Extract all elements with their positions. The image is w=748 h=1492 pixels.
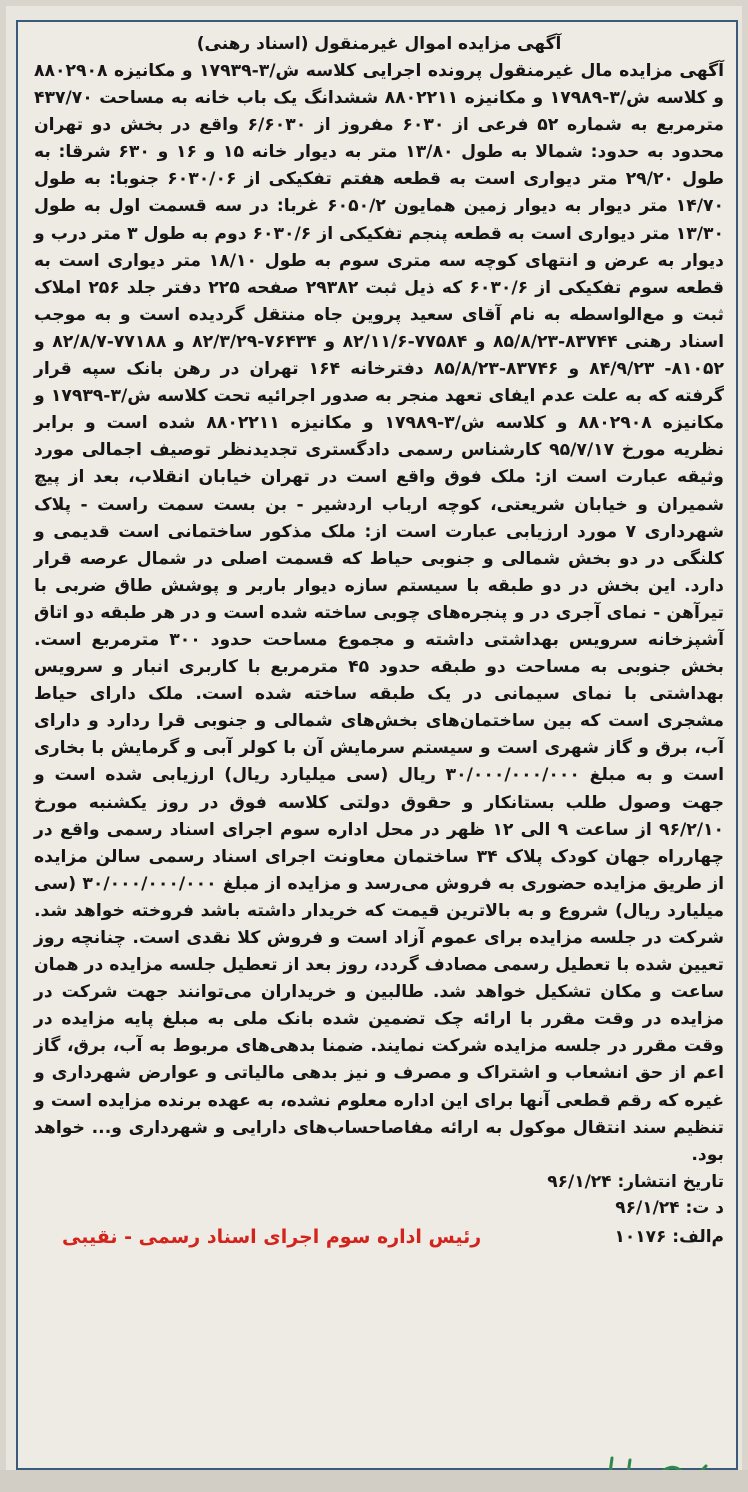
signature-row	[34, 1223, 724, 1251]
publish-date-line	[34, 1169, 724, 1195]
newspaper-clipping	[6, 6, 742, 1486]
dt-label: د ت:	[685, 1197, 724, 1218]
malef-value: ۱۰۱۷۶	[614, 1226, 667, 1247]
publish-date: ۹۶/۱/۲۴	[547, 1171, 612, 1192]
notice-body: آگهی مزایده مال غیرمنقول پرونده اجرایی کلاسه ش/۳-۱۷۹۳۹ و مکانیزه ۸۸۰۲۹۰۸ و کلاسه ش/۳-۱۷۹۸۹ و مکانیزه ۸۸۰۲۲۱۱ ششدانگ یک باب خانه به مساحت ۴۳۷/۷۰ مترمربع به شماره ۵۲ فرعی از ۶۰۳۰ مفروز از ۶/۶۰۳۰ واقع در بخش دو تهران محدود به حدود: شمالا به طول ۱۳/۸۰ متر به دیوار خانه ۱۵ و ۱۶ و ۶۳۰ شرقا: به طول ۲۹/۲۰ متر دیواری است به قطعه هفتم تفکیکی از ۶۰۳۰/۰۶ جنوبا: به طول ۱۴/۷۰ متر دیوار به دیوار زمین همایون ۶۰۵۰/۲ غربا: در سه قسمت اول به طول ۱۳/۳۰ متر دیواری است به قطعه پنجم تفکیکی از ۶۰۳۰/۶ دوم به طول ۳ متر درب و دیوار به عرض و انتهای کوچه سه متری سوم به طول ۱۸/۱۰ متر دیواری است به قطعه سوم تفکیکی از ۶۰۳۰/۶ که ذیل ثبت ۲۹۳۸۲ صفحه ۲۲۵ دفتر جلد ۲۵۶ املاک ثبت و مع‌الواسطه به نام آقای سعید پروین جاه منتقل گردیده است و به موجب اسناد رهنی ۸۳۷۴۴-۸۵/۸/۲۳ و ۷۷۵۸۴-۸۲/۱۱/۶ و ۷۶۴۳۴-۸۲/۳/۲۹ و ۷۷۱۸۸-۸۲/۸/۷ و ۸۱۰۵۲- ۸۴/۹/۲۳ و ۸۳۷۴۶-۸۵/۸/۲۳ دفترخانه ۱۶۴ تهران در رهن بانک سپه قرار گرفته که به علت عدم ایفای تعهد منجر به صدور اجرائیه تحت کلاسه ش/۳-۱۷۹۳۹ و مکانیزه ۸۸۰۲۹۰۸ و کلاسه ش/۳-۱۷۹۸۹ و مکانیزه ۸۸۰۲۲۱۱ شده است و برابر نظریه مورخ ۹۵/۷/۱۷ کارشناس رسمی دادگستری تجدیدنظر توصیف اجمالی مورد وثیقه عبارت است از: ملک فوق واقع است در تهران خیابان انقلاب، بعد از پیچ شمیران و خیابان شریعتی، کوچه ارباب اردشیر - بن بست سمت راست - پلاک شهرداری ۷ مورد ارزیابی عبارت است از: ملک مذکور ساختمانی است قدیمی و کلنگی در دو بخش شمالی و جنوبی حیاط که قسمت اصلی در شمال عرصه قرار دارد. این بخش در دو طبقه با سیستم سازه دیوار باربر و پوشش طاق ضربی با تیرآهن - نمای آجری در و پنجره‌های چوبی ساخته شده است و در هر طبقه دو اتاق آشپزخانه سرویس بهداشتی داشته و مجموع مساحت حدود ۳۰۰ مترمربع است. بخش جنوبی به مساحت دو طبقه حدود ۴۵ مترمربع با کاربری انبار و سرویس بهداشتی با نمای سیمانی در یک طبقه ساخته شده است. ملک دارای حیاط مشجری است که بین ساختمان‌های بخش‌های شمالی و جنوبی قرا ردارد و دارای آب، برق و گاز شهری است و سیستم سرمایش آن با کولر آبی و گرمایش با بخاری است و به مبلغ ۳۰/۰۰۰/۰۰۰/۰۰۰ ریال (سی میلیارد ریال) ارزیابی شده است و جهت وصول طلب بستانکار و حقوق دولتی کلاسه فوق در روز یکشنبه مورخ ۹۶/۲/۱۰ از ساعت ۹ الی ۱۲ ظهر در محل اداره سوم اجرای اسناد رسمی واقع در چهارراه جهان کودک پلاک ۳۴ ساختمان معاونت اجرای اسناد رسمی سالن مزایده از طریق مزایده حضوری به فروش می‌رسد و مزایده از مبلغ ۳۰/۰۰۰/۰۰۰/۰۰۰ (سی میلیارد ریال) شروع و به بالاترین قیمت که خریدار داشته باشد فروخته خواهد شد. شرکت در جلسه مزایده برای عموم آزاد است و فروش کلا نقدی است. چنانچه روز تعیین شده با تعطیل رسمی مصادف گردد، روز بعد از تعطیل جلسه مزایده در همان ساعت و مکان تشکیل خواهد شد. طالبین و خریداران می‌توانند جهت شرکت در مزایده در وقت مقرر با ارائه چک تضمین شده بانک ملی به مبلغ پایه مزایده در وقت مقرر در جلسه مزایده شرکت نمایند. ضمنا بدهی‌های مربوط به آب، برق، گاز اعم از حق انشعاب و اشتراک و مصرف و نیز بدهی مالیاتی و عوارض شهرداری و غیره که رقم قطعی آنها برای این اداره معلوم نشده، به عهده برنده مزایده است و تنظیم سند انتقال موکول به ارائه مفاصاحساب‌های دارایی و شهرداری و... خواهد بود.	[34, 61, 725, 1165]
malef-label: م‌الف:	[672, 1226, 724, 1247]
page-bottom-strip	[0, 1470, 748, 1492]
notice-title: آگهی مزایده اموال غیرمنقول (اسناد رهنی)	[196, 34, 562, 54]
dt-line	[34, 1195, 724, 1221]
publish-date-label: تاریخ انتشار:	[617, 1171, 724, 1192]
auction-notice	[34, 32, 724, 1251]
dt-value: ۹۶/۱/۲۴	[615, 1197, 680, 1218]
signatory: رئیس اداره سوم اجرای اسناد رسمی - نقیبی	[62, 1225, 482, 1248]
